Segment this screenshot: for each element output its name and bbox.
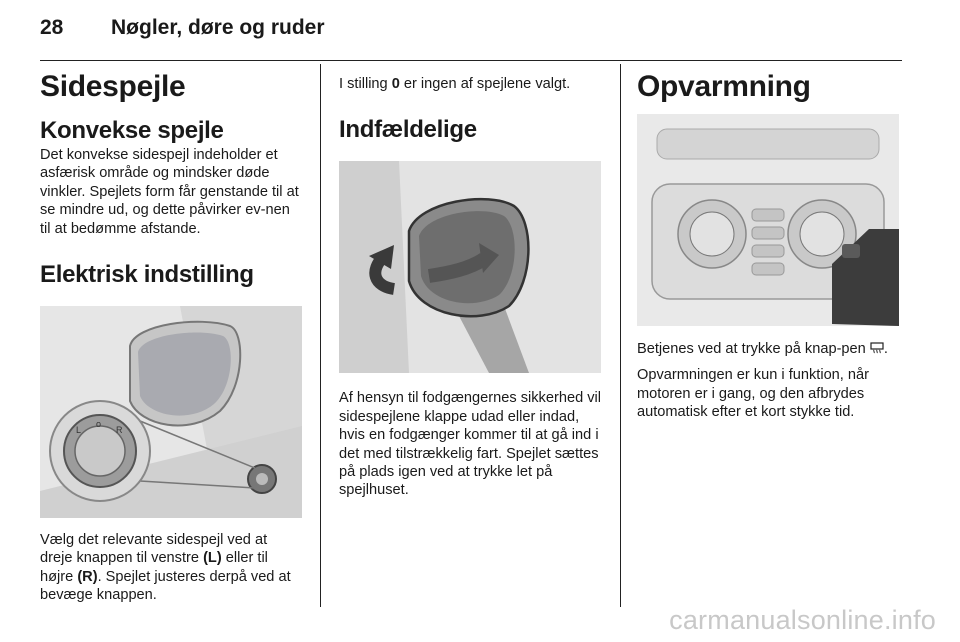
heading-indfaeldelige: Indfældelige (339, 116, 477, 144)
svg-text:o: o (96, 419, 102, 430)
heading-sidespejle: Sidespejle (40, 70, 186, 103)
paragraph-folding: Af hensyn til fodgængernes sikkerhed vil sidespejlene klappe udad eller indad, hvis en fodgænger kommer til at gå ind i det med tilstrækkelig fart. Spejlet sættes på plads igen ved at trykke let på spejlhuset. (339, 390, 602, 499)
paragraph-position: I stilling 0 er ingen af spejlene valgt. (339, 76, 571, 92)
rear-window-heating-icon (870, 342, 884, 354)
watermark: carmanualsonline.info (669, 605, 936, 635)
column-divider (320, 64, 321, 607)
mirror-adjust-figure (40, 306, 302, 518)
paragraph-operate: Betjenes ved at trykke på knap-pen . (637, 341, 888, 357)
paragraph-convex: Det konvekse sidespejl indeholder et asfærisk område og mindsker døde vinkler. Spejlets form får genstande til at se mindre ud, og dette påvirker ev-nen til at bedømme afstande. (40, 147, 299, 237)
svg-text:R: R (116, 425, 123, 436)
climate-control-figure (637, 114, 899, 326)
svg-text:L: L (76, 425, 82, 436)
header-rule (40, 60, 902, 61)
page-number: 28 (40, 16, 64, 39)
heading-elektrisk-indstilling: Elektrisk indstilling (40, 261, 254, 289)
column-3 (637, 68, 902, 422)
paragraph-adjust: Vælg det relevante sidespejl ved at dreje knappen til venstre (L) eller til højre (R). Spejlet justeres derpå ved at bevæge knappen. (40, 532, 291, 604)
chapter-title: Nøgler, døre og ruder (111, 16, 325, 39)
paragraph-heating-info: Opvarmningen er kun i funktion, når motoren er i gang, og den afbrydes automatisk efter et kort stykke tid. (637, 367, 870, 421)
heading-opvarmning: Opvarmning (637, 70, 811, 103)
column-divider (620, 64, 621, 607)
column-2 (339, 68, 604, 500)
folding-mirror-figure (339, 161, 601, 373)
column-1 (40, 68, 302, 605)
heading-konvekse-spejle: Konvekse spejle (40, 117, 224, 144)
